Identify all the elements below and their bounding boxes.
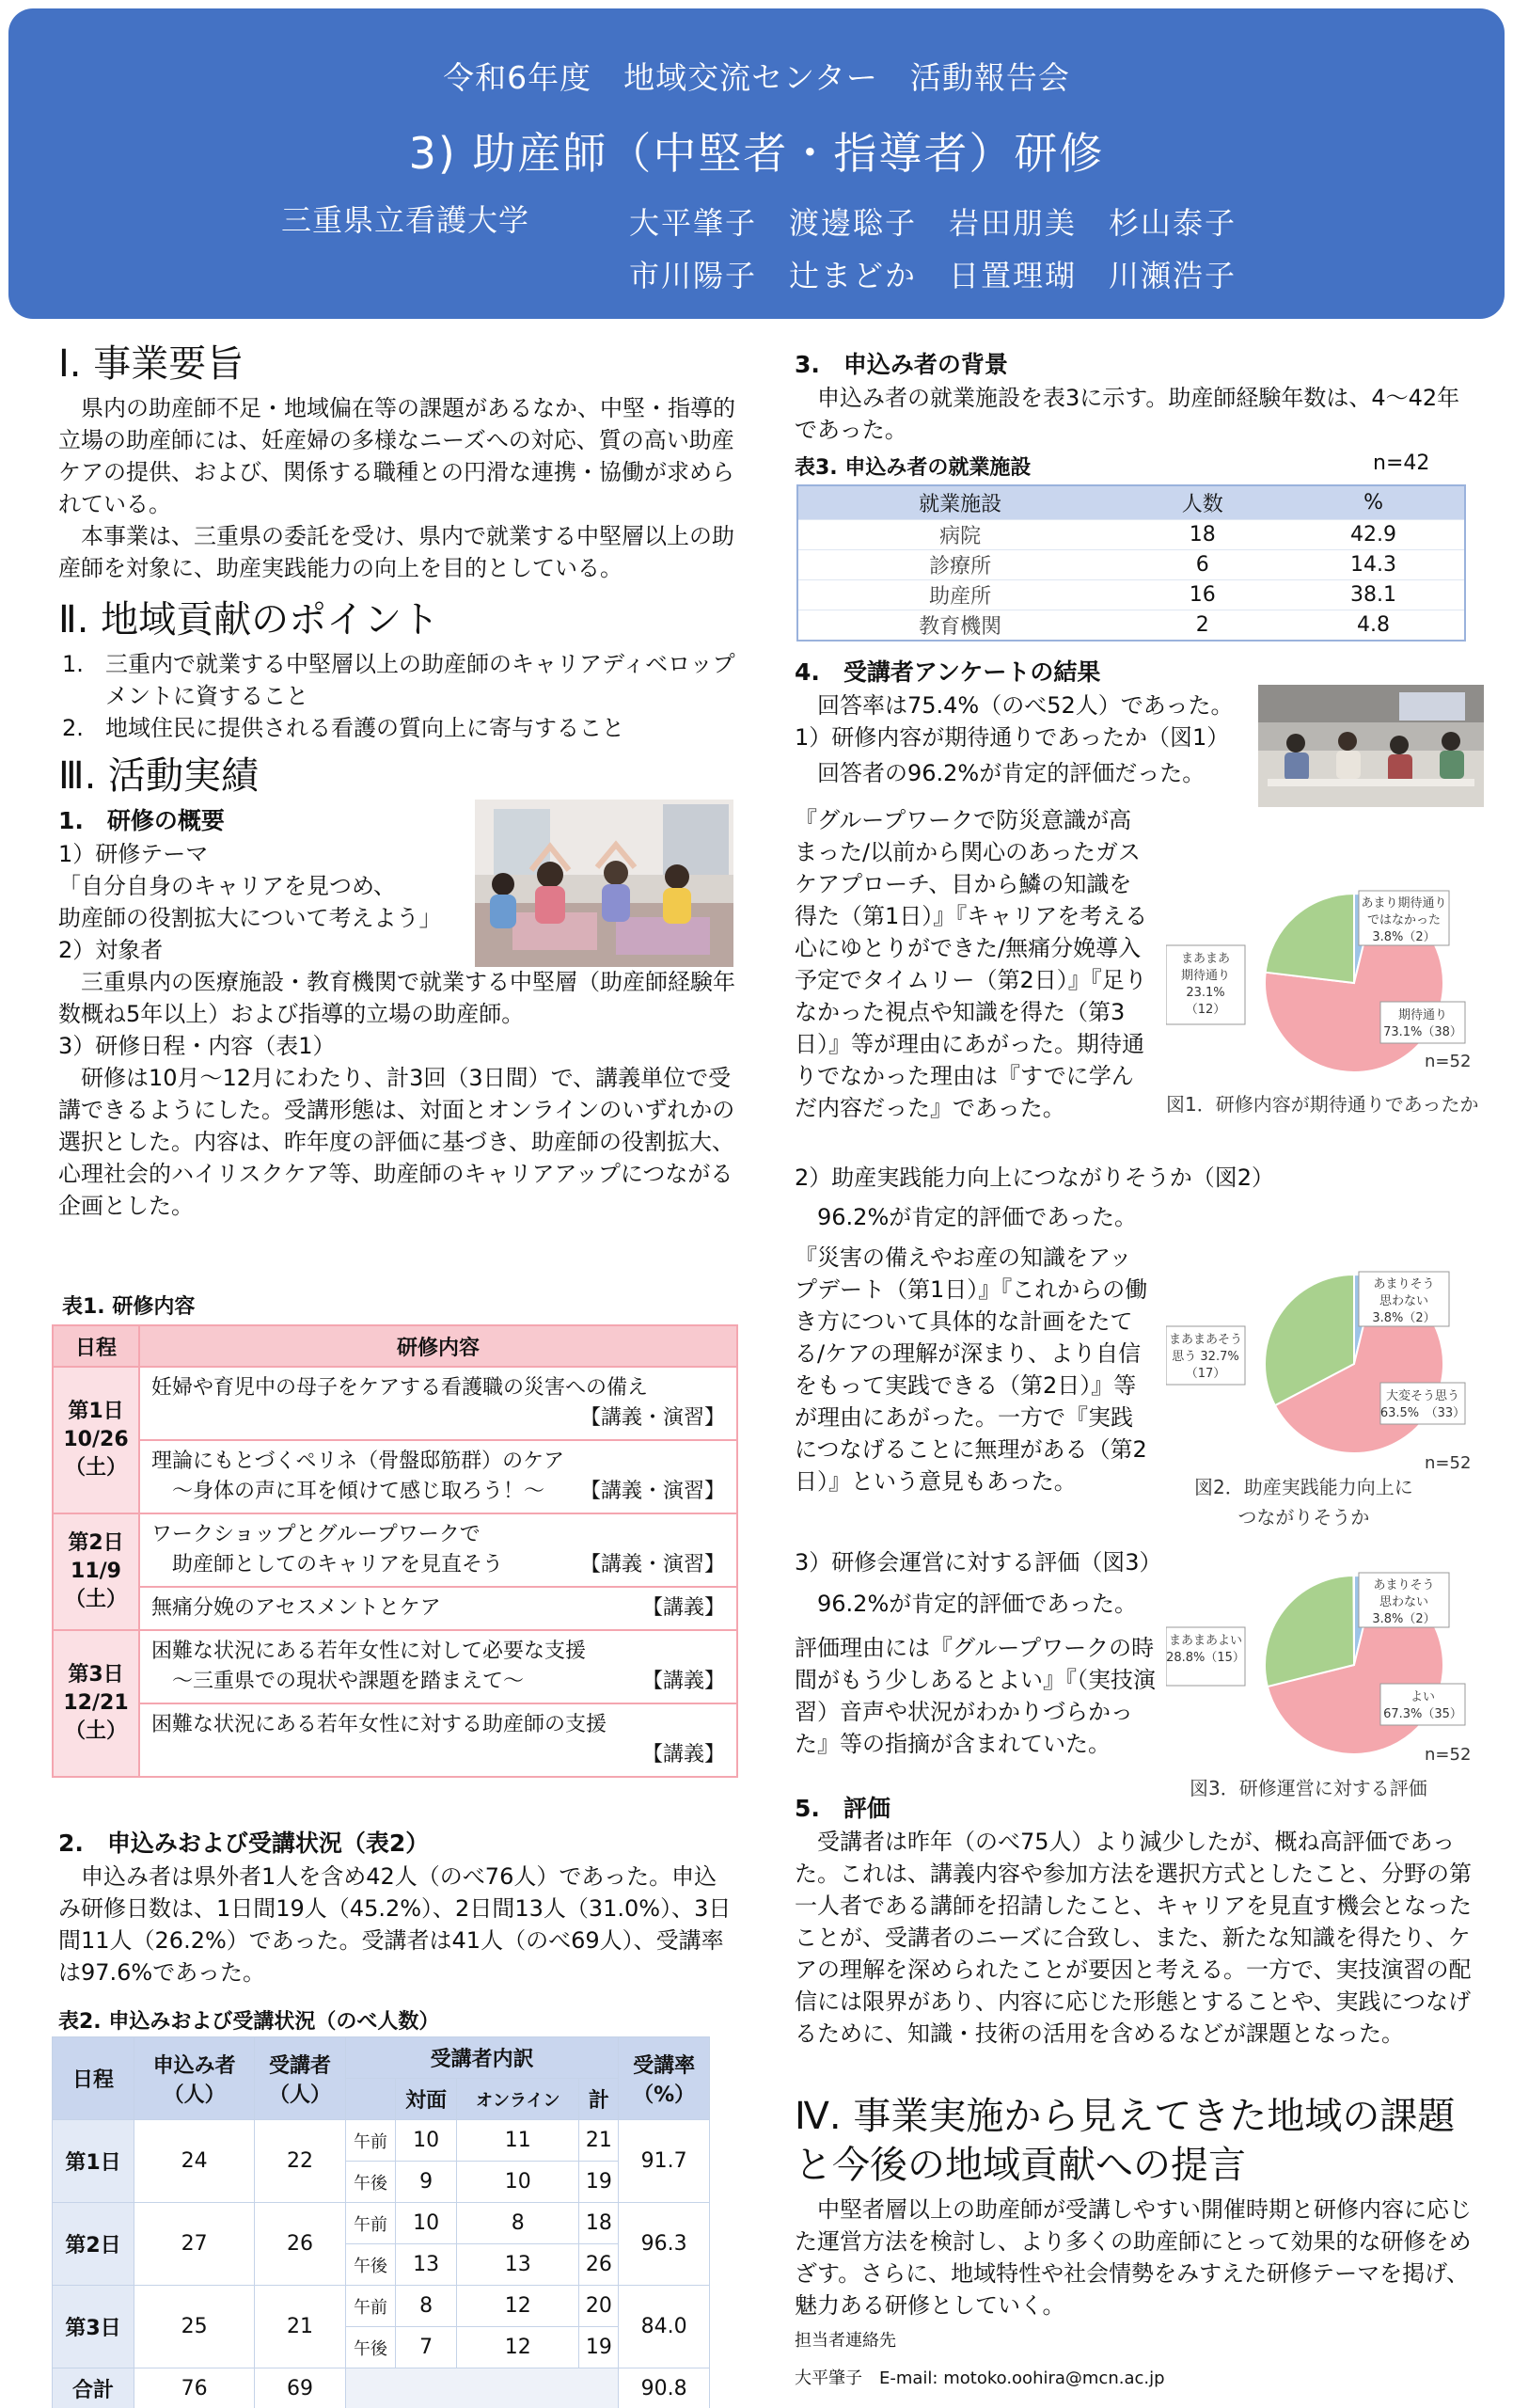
- slice-label: 28.8%（15）: [1166, 1651, 1245, 1665]
- table-cell-day: 第2日 11/9 （土）: [53, 1513, 139, 1630]
- table-cell: 第2日: [53, 2203, 134, 2286]
- table-cell: 午前: [345, 2120, 395, 2162]
- quote-1: [795, 804, 1152, 1124]
- q1-answer: 回答者の96.2%が肯定的評価だった。: [817, 760, 1206, 786]
- slice-label: まあまあ: [1180, 952, 1231, 966]
- pie-2-title: 図2．助産実践能力向上に つながりそうか: [1194, 1476, 1413, 1529]
- table-cell: 困難な状況にある若年女性に対して必要な支援 ～三重県での現状や課題を踏まえて～ 【講義】: [139, 1630, 737, 1703]
- table-cell: 第1日: [53, 2120, 134, 2203]
- table-cell: 26: [579, 2244, 619, 2286]
- pie-chart-2: [1166, 1260, 1486, 1463]
- table-cell: 4.8: [1283, 610, 1465, 641]
- table-cell: 26: [255, 2203, 346, 2286]
- table-cell: ワークショップとグループワークで 助産師としてのキャリアを見直そう 【講義・演習】: [139, 1513, 737, 1587]
- section-1-title: Ⅰ. 事業要旨: [58, 342, 244, 386]
- table-header: 日程: [53, 2037, 134, 2120]
- r3-heading: 3. 申込み者の背景: [795, 351, 1008, 378]
- table-cell: 20: [579, 2286, 619, 2327]
- table-cell: 2: [1122, 610, 1283, 641]
- table-header: %: [1283, 485, 1465, 519]
- s1-paragraph-1: 県内の助産師不足・地域偏在等の課題があるなか、中堅・指導的立場の助産師には、妊産婦の多様なニーズへの対応、質の高い助産ケアの提供、および、関係する職種との円滑な連携・協働が求められている。: [58, 395, 735, 517]
- s3-subheading-1: 1. 研修の概要: [58, 807, 225, 834]
- slice-label: 63.5% （33）: [1379, 1406, 1466, 1420]
- table-cell: 妊婦や育児中の母子をケアする看護職の災害への備え 【講義・演習】: [139, 1367, 737, 1440]
- authors-row-1: 大平肇子 渡邊聡子 岩田朋美 杉山泰子: [629, 205, 1237, 241]
- table-cell: 11: [457, 2120, 579, 2162]
- target-heading: 2）対象者: [58, 937, 164, 963]
- slice-label: （12）: [1185, 1003, 1226, 1017]
- table-cell: 12: [457, 2286, 579, 2327]
- workshop-photo-1: [475, 800, 733, 967]
- table-cell: 10: [457, 2162, 579, 2203]
- r5-text: 受講者は昨年（のべ75人）より減少したが、概ね高評価であった。これは、講義内容や参加方法を選択方式としたこと、分野の第一人者である講師を招請したこと、キャリアを見直す機会となったことが、受講者のニーズに合致し、また、新たな知識を得たり、ケアの理解を深められたことが要因と考える。一方で、実技演習の配信には限界があり、内容に応じた形態とすることや、実践につなげるために、知識・技術の活用を含めるなどが課題となった。: [795, 1829, 1472, 2047]
- slice-label: （17）: [1185, 1367, 1226, 1381]
- table-cell: 12: [457, 2327, 579, 2368]
- table-header: 計: [579, 2079, 619, 2120]
- table-header: 申込み者 （人）: [134, 2037, 254, 2120]
- slice-label: あまりそう: [1373, 1277, 1435, 1291]
- table-cell: 6: [1122, 549, 1283, 579]
- contact-heading: 担当者連絡先: [795, 2331, 896, 2351]
- table-cell: 午後: [345, 2162, 395, 2203]
- quote-2: [795, 1242, 1152, 1497]
- slice-label: あまりそう: [1373, 1578, 1435, 1592]
- slice-label: 大変そう思う: [1385, 1389, 1460, 1403]
- table-header: オンライン: [457, 2079, 579, 2120]
- table-cell: 困難な状況にある若年女性に対する助産師の支援 【講義】: [139, 1703, 737, 1777]
- pie-1-title: 図1．研修内容が期待通りであったか: [1166, 1093, 1479, 1116]
- list-item: 2. 地域住民に提供される看護の質向上に寄与すること: [62, 715, 624, 741]
- slice-label: 73.1%（38）: [1383, 1025, 1462, 1039]
- table-header: 対面: [396, 2079, 457, 2120]
- slice-label: あまり期待通り: [1361, 896, 1447, 911]
- r4-response-rate: 回答率は75.4%（のべ52人）であった。: [817, 692, 1234, 719]
- section-2-title: Ⅱ. 地域貢献のポイント: [58, 598, 440, 642]
- pie-chart-3: [1166, 1561, 1486, 1759]
- r3-text: 申込み者の就業施設を表3に示す。助産師経験年数は、4～42年であった。: [795, 385, 1460, 443]
- r5-block: [795, 1792, 1472, 2050]
- table-cell: 第3日: [53, 2286, 134, 2368]
- table-header: 研修内容: [139, 1325, 737, 1367]
- r5-heading: 5. 評価: [795, 1795, 890, 1822]
- table-cell: 8: [396, 2286, 457, 2327]
- schedule-text: 研修は10月～12月にわたり、計3回（3日間）で、講義単位で受講できるようにした。受講形態は、対面とオンラインのいずれかの選択とした。内容は、昨年度の評価に基づき、助産師の役割拡大、心理社会的ハイリスクケア等、助産師のキャリアアップにつながる企画とした。: [58, 1065, 735, 1219]
- table-cell: 診療所: [797, 549, 1122, 579]
- theme-line-1: 「自分自身のキャリアを見つめ、: [58, 873, 397, 899]
- s2-list: [58, 648, 735, 744]
- q2-answer: 96.2%が肯定的評価であった。: [817, 1204, 1138, 1230]
- workshop-photo-2: [1258, 685, 1484, 807]
- pie-1-n: n=52: [1425, 1052, 1472, 1071]
- table-cell: 69: [255, 2368, 346, 2408]
- table-cell: 9: [396, 2162, 457, 2203]
- table-cell-day: 第1日 10/26 （土）: [53, 1367, 139, 1513]
- theme-line-2: 助産師の役割拡大について考えよう」: [58, 905, 442, 931]
- slice-label: 3.8%（2）: [1372, 1612, 1436, 1626]
- table-cell: 18: [1122, 519, 1283, 549]
- table-cell: 10: [396, 2203, 457, 2244]
- target-text: 三重県内の医療施設・教育機関で就業する中堅層（助産師経験年数概ね5年以上）および指導的立場の助産師。: [58, 969, 735, 1027]
- table-header: 受講率 （%）: [619, 2037, 710, 2120]
- right-top: [795, 348, 1472, 446]
- r4-intro: [795, 656, 1265, 789]
- table-cell: 16: [1122, 579, 1283, 610]
- section-4-title-1: Ⅳ. 事業実施から見えてきた地域の課題: [795, 2095, 1456, 2138]
- affiliation: 三重県立看護大学: [281, 202, 530, 238]
- table-3-n: n=42: [1373, 452, 1430, 475]
- table-header: 受講者 （人）: [255, 2037, 346, 2120]
- table-header: 就業施設: [797, 485, 1122, 519]
- theme-heading: 1）研修テーマ: [58, 841, 209, 867]
- table-header: 人数: [1122, 485, 1283, 519]
- pie-3-title: 図3．研修運営に対する評価: [1190, 1777, 1427, 1799]
- header-banner: [8, 8, 1505, 319]
- s3b-text: 申込み者は県外者1人を含め42人（のべ76人）であった。申込み研修日数は、1日間19人（45.2%）、2日間13人（31.0%）、3日間11人（26.2%）であった。受講者は41人（のべ69人）、受講率は97.6%であった。: [58, 1863, 732, 1986]
- s1-paragraph-2: 本事業は、三重県の委託を受け、県内で就業する中堅層以上の助産師を対象に、助産実践能力の向上を目的としている。: [58, 523, 735, 581]
- slice-label: まあまあよい: [1168, 1634, 1243, 1648]
- table-3-caption: 表3. 申込み者の就業施設: [795, 456, 1032, 480]
- table-cell: 10: [396, 2120, 457, 2162]
- table-cell: 助産所: [797, 579, 1122, 610]
- table-cell: 27: [134, 2203, 254, 2286]
- r4-heading: 4. 受講者アンケートの結果: [795, 658, 1101, 686]
- table-cell: 13: [457, 2244, 579, 2286]
- section-3-title: Ⅲ. 活動実績: [58, 754, 260, 798]
- table-cell: 76: [134, 2368, 254, 2408]
- table-cell: 合計: [53, 2368, 134, 2408]
- quote-3: [795, 1632, 1161, 1760]
- contact-info: 大平肇子 E-mail: motoko.oohira@mcn.ac.jp: [795, 2368, 1165, 2388]
- table-2: [52, 2036, 710, 2408]
- slice-label: 23.1%: [1186, 986, 1225, 1000]
- table-cell: 午後: [345, 2327, 395, 2368]
- table-cell: 午後: [345, 2244, 395, 2286]
- authors: [629, 197, 1237, 302]
- slice-label: 思わない: [1379, 1595, 1429, 1609]
- table-cell: 90.8: [619, 2368, 710, 2408]
- table-cell: 13: [396, 2244, 457, 2286]
- s4-text: 中堅者層以上の助産師が受講しやすい開催時期と研修内容に応じた運営方法を検討し、より多くの助産師にとって効果的な研修をめざす。さらに、地域特性や社会情勢をみすえた研修テーマを掲げ、魅力ある研修としていく。: [795, 2196, 1472, 2319]
- section-4-title-2: と今後の地域貢献への提言: [795, 2144, 1246, 2187]
- table-cell: 22: [255, 2120, 346, 2203]
- table-cell: 19: [579, 2162, 619, 2203]
- list-item: 1. 三重内で就業する中堅層以上の助産師のキャリアディベロップメントに資すること: [62, 651, 735, 709]
- table-cell: 84.0: [619, 2286, 710, 2368]
- table-1-caption: 表1. 研修内容: [62, 1295, 196, 1319]
- pie-3-n: n=52: [1425, 1745, 1472, 1765]
- q3-answer: 96.2%が肯定的評価であった。: [817, 1591, 1138, 1617]
- table-cell: 38.1: [1283, 579, 1465, 610]
- slice-label: よい: [1410, 1690, 1436, 1704]
- q3-heading: 3）研修会運営に対する評価（図3）: [795, 1549, 1162, 1576]
- table-2-caption: 表2. 申込みおよび受講状況（のべ人数）: [58, 2010, 440, 2034]
- table-cell: 午前: [345, 2203, 395, 2244]
- table-cell: 14.3: [1283, 549, 1465, 579]
- table-cell: 午前: [345, 2286, 395, 2327]
- q2-heading: 2）助産実践能力向上につながりそうか（図2）: [795, 1164, 1275, 1191]
- table-cell: 91.7: [619, 2120, 710, 2203]
- table-cell-day: 第3日 12/21 （土）: [53, 1630, 139, 1777]
- table-cell: 教育機関: [797, 610, 1122, 641]
- pie-chart-1: [1166, 879, 1486, 1077]
- slice-label: 67.3%（35）: [1383, 1707, 1462, 1721]
- poster-title: 3) 助産師（中堅者・指導者）研修: [408, 128, 1105, 179]
- schedule-heading: 3）研修日程・内容（表1）: [58, 1033, 336, 1059]
- table-cell: 21: [255, 2286, 346, 2368]
- table-cell: 7: [396, 2327, 457, 2368]
- table-header: 日程: [53, 1325, 139, 1367]
- table-cell: 25: [134, 2286, 254, 2368]
- authors-row-2: 市川陽子 辻まどか 日置理瑚 川瀬浩子: [629, 258, 1237, 293]
- table-cell: 24: [134, 2120, 254, 2203]
- slice-label: 3.8%（2）: [1372, 930, 1436, 944]
- left-column: [58, 334, 735, 1222]
- table-cell: 96.3: [619, 2203, 710, 2286]
- table-3: [796, 484, 1466, 642]
- table-cell: 無痛分娩のアセスメントとケア 【講義】: [139, 1587, 737, 1630]
- s3b-heading: 2. 申込みおよび受講状況（表2）: [58, 1830, 430, 1857]
- slice-label: 思う 32.7%: [1172, 1350, 1239, 1364]
- quote-2-text: 『災害の備えやお産の知識をアップデート（第1日）』『これからの働き方について具体的な計画をたてる/ケアの理解が深まり、より自信をもって実践できる（第2日）』等が理由にあがった。一方で『実践につなげることに無理がある（第2日）』という意見もあった。: [795, 1244, 1148, 1495]
- slice-label: ではなかった: [1366, 913, 1442, 927]
- table-cell: 21: [579, 2120, 619, 2162]
- slice-label: 期待通り: [1397, 1008, 1448, 1022]
- table-cell: 42.9: [1283, 519, 1465, 549]
- slice-label: 3.8%（2）: [1372, 1311, 1436, 1325]
- q2-block: [795, 1162, 1472, 1233]
- quote-3-text: 評価理由には『グループワークの時間がもう少しあるとよい』『（実技演習）音声や状況がわかりづらかった』等の指摘が含まれていた。: [795, 1635, 1156, 1757]
- slice-label: 期待通り: [1180, 969, 1231, 983]
- s3b-block: [58, 1827, 735, 1988]
- table-cell: 8: [457, 2203, 579, 2244]
- table-header: 受講者内訳: [345, 2037, 618, 2079]
- slice-label: 思わない: [1379, 1294, 1429, 1308]
- table-1: [52, 1324, 738, 1778]
- slice-label: まあまあそう: [1168, 1333, 1243, 1347]
- q1-heading: 1）研修内容が期待通りであったか（図1）: [795, 724, 1230, 751]
- table-cell: 病院: [797, 519, 1122, 549]
- pie-2-n: n=52: [1425, 1453, 1472, 1473]
- s4-block: [795, 2088, 1472, 2395]
- quote-1-text: 『グループワークで防災意識が高まった/以前から関心のあったガスケアプローチ、目から鱗の知識を得た（第1日）』『キャリアを考える心にゆとりができた/無痛分娩導入予定でタイムリー（第2日）』『足りなかった視点や知識を得た（第3日）』等が理由にあがった。期待通りでなかった理由は『すでに学んだ内容だった』であった。: [795, 807, 1148, 1121]
- event-title: 令和6年度 地域交流センター 活動報告会: [443, 59, 1070, 96]
- table-cell: 理論にもとづくペリネ（骨盤邸筋群）のケア ～身体の声に耳を傾けて感じ取ろう！～ 【講義・演習】: [139, 1440, 737, 1513]
- table-cell: 18: [579, 2203, 619, 2244]
- table-cell: 19: [579, 2327, 619, 2368]
